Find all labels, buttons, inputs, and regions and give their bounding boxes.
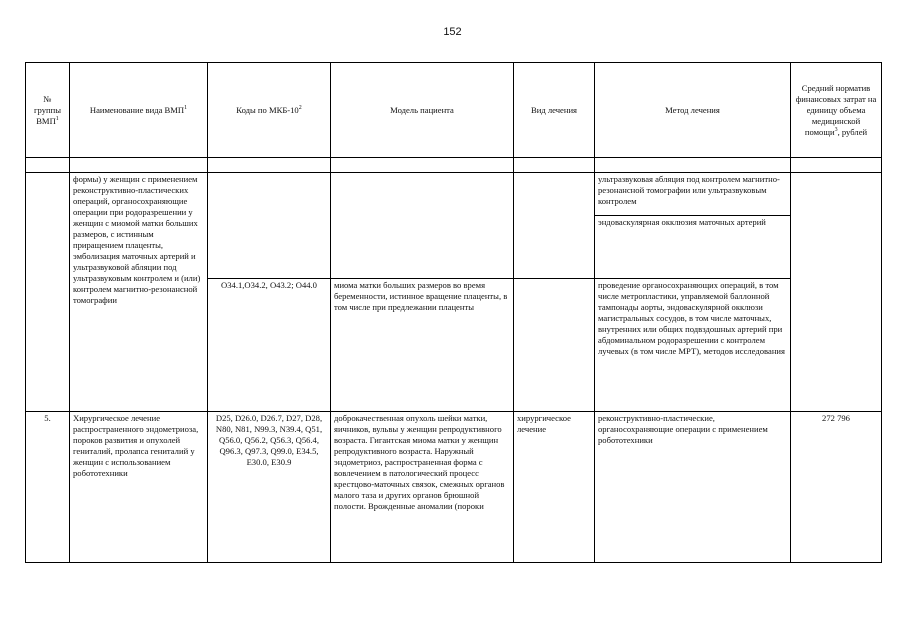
header-icd-codes: Коды по МКБ-$10^2$ — [208, 63, 331, 158]
header-avg-cost: Средний норматив финансовых затрат на единицу объема медицинской помощи$^3$, рублей — [791, 63, 882, 158]
treatment-type-cell — [514, 173, 595, 279]
icd-codes-cell: O34.1,O34.2, O43.2; O44.0 — [208, 279, 331, 412]
empty-cell — [791, 158, 882, 173]
table-row — [26, 173, 882, 216]
icd-codes-cell — [208, 173, 331, 279]
treatment-type-cell — [514, 279, 595, 412]
treatment-type-cell: хирургическое лечение — [514, 412, 595, 563]
header-patient-model: Модель пациента — [331, 63, 514, 158]
header-row — [26, 63, 882, 158]
empty-cell — [514, 158, 595, 173]
header-treatment-type: Вид лечения — [514, 63, 595, 158]
empty-cell — [70, 158, 208, 173]
patient-model-cell: миома матки больших размеров во время беременности, истинное вращение плаценты, в том числе при предлежании плаценты — [331, 279, 514, 412]
patient-model-cell: доброкачественная опухоль шейки матки, яичников, вульвы у женщин репродуктивного возраста. Гигантская миома матки у женщин репродуктивного возраста. Наружный эндометриоз, распространенная форма с вовлечением в патологический процесс крестцово-маточных связок, смежных органов малого таза и других органов брюшной полости. Врожденные аномалии (пороки — [331, 412, 514, 563]
empty-cell — [595, 158, 791, 173]
empty-cell — [208, 158, 331, 173]
empty-cell — [331, 158, 514, 173]
avg-cost-cell — [791, 173, 882, 412]
header-vmp-name: Наименование вида ВМП$^1$ — [70, 63, 208, 158]
vmp-name-cell: формы) у женщин с применением реконструктивно-пластических операций, органосохраняющие операции при родоразрешении у женщин с миомой матки больших размеров, с истинным приращением плаценты, эмболизация маточных артерий и ультразвуковой абляции под ультразвуковым контролем и (или) контролем магнитно-резонансной томографии — [70, 173, 208, 412]
vmp-table — [25, 62, 882, 563]
group-no-cell: 5. — [26, 412, 70, 563]
group-no-cell — [26, 173, 70, 412]
patient-model-cell — [331, 173, 514, 279]
treatment-method-cell: реконструктивно-пластические, органосохраняющие операции с применением робототехники — [595, 412, 791, 563]
empty-cell — [26, 158, 70, 173]
header-group-no: № группы ВМП$^1$ — [26, 63, 70, 158]
vmp-name-cell: Хирургическое лечение распространенного эндометриоза, пороков развития и опухолей гениталий, пролапса гениталий у женщин с использованием робототехники — [70, 412, 208, 563]
icd-codes-cell: D25, D26.0, D26.7, D27, D28, N80, N81, N99.3, N39.4, Q51, Q56.0, Q56.2, Q56.3, Q56.4, Q96.3, Q97.3, Q99.0, E34.5, E30.0, E30.9 — [208, 412, 331, 563]
treatment-method-cell: проведение органосохраняющих операций, в том числе метропластики, управляемой баллонной тампонады аорты, эндоваскулярной окклюзи магистральных сосудов, в том числе маточных, внутренних или общих подвздошных артерий при абдоминальном родоразрешении с контролем лучевых (в том числе МРТ), методов исследования — [595, 279, 791, 412]
numbering-row — [26, 158, 882, 173]
treatment-method-cell: эндоваскулярная окклюзия маточных артерий — [595, 216, 791, 279]
page-number: 152 — [443, 26, 462, 38]
header-treatment-method: Метод лечения — [595, 63, 791, 158]
treatment-method-cell: ультразвуковая абляция под контролем магнитно-резонансной томографии или ультразвуковым контролем — [595, 173, 791, 216]
table-row — [26, 412, 882, 563]
avg-cost-cell: 272 796 — [791, 412, 882, 563]
